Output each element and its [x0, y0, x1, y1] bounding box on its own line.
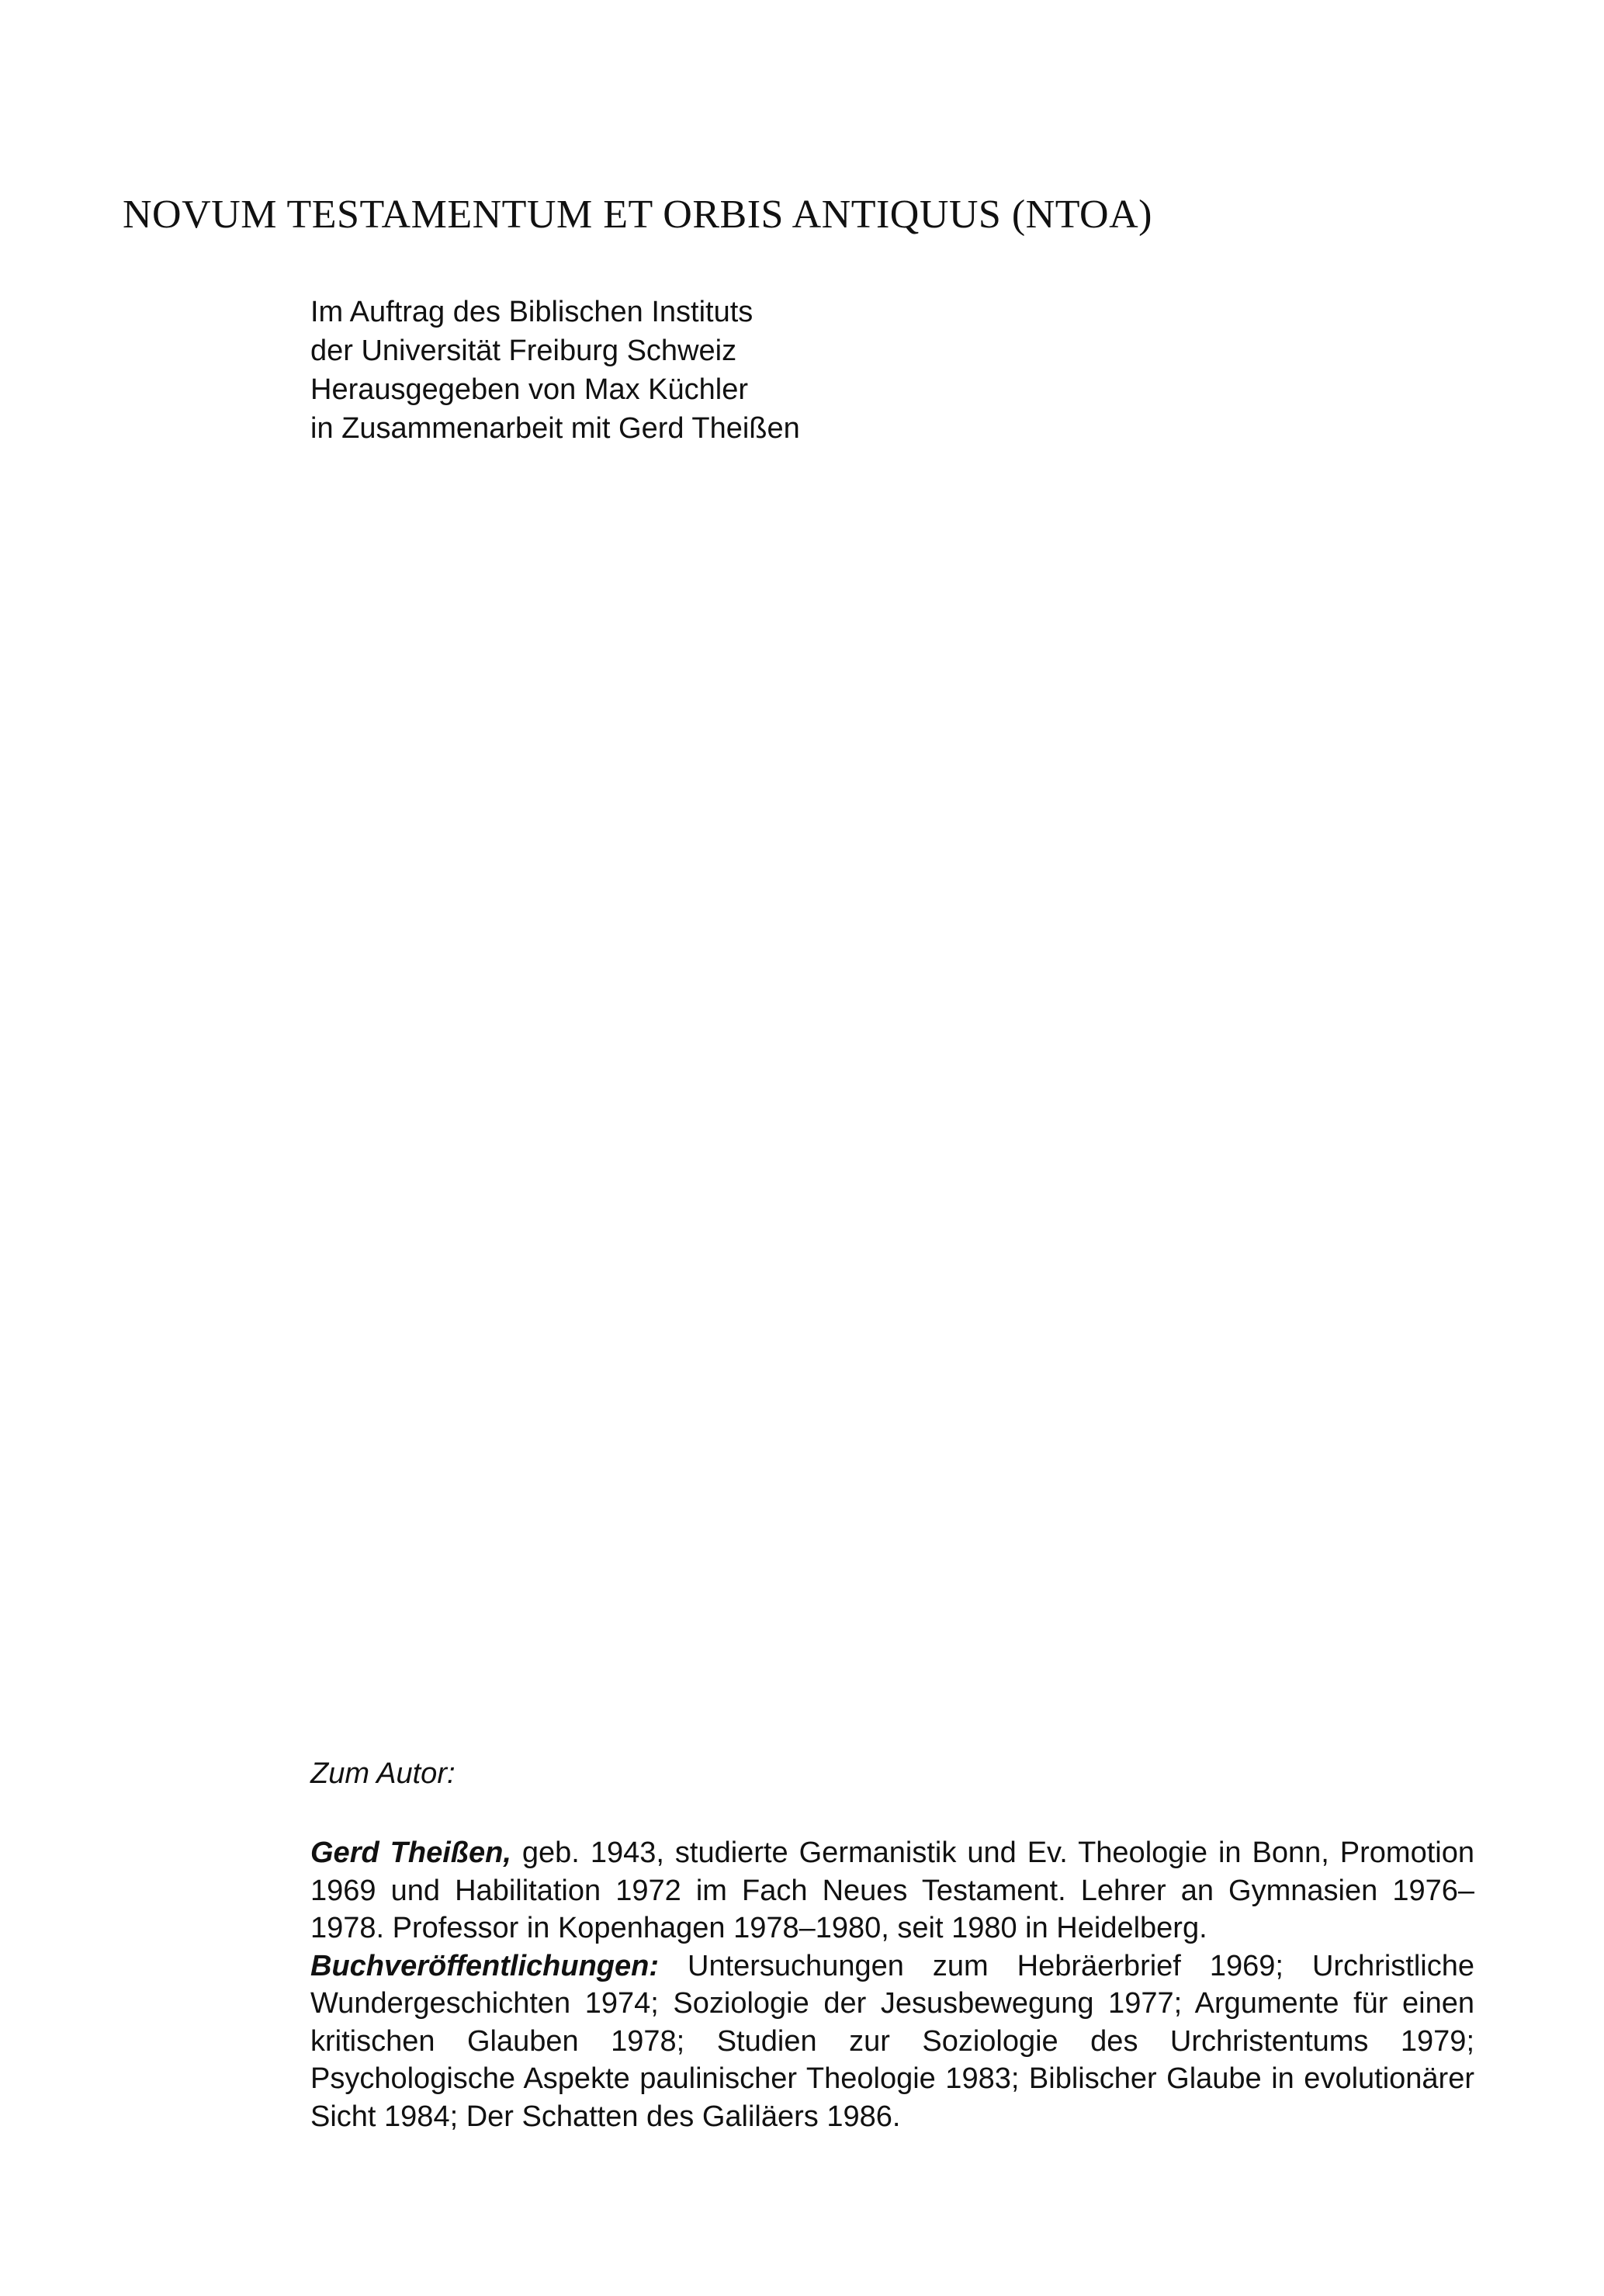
publications-text: Untersuchungen zum Hebräerbrief 1969; Urchristliche Wundergeschichten 1974; Soziologie der Jesusbewegung 1977; Argumente für einen kritischen Glauben 1978; Studien zur Soziologie des Urchristentums 1979; Psychologische Aspekte paulinischer Theologie 1983; Biblischer Glaube in evolutionärer Sicht 1984; Der Schatten des Galiläers 1986. [310, 1949, 1474, 2133]
editorial-line: der Universität Freiburg Schweiz [310, 335, 737, 367]
editorial-line: in Zusammenarbeit mit Gerd Theißen [310, 412, 800, 445]
author-heading: Zum Autor: [310, 1757, 456, 1790]
editorial-line: Herausgegeben von Max Küchler [310, 373, 749, 406]
bio-paragraph [310, 1834, 1474, 1947]
publications-paragraph [310, 1947, 1474, 2136]
author-name: Gerd Theißen, [310, 1836, 511, 1869]
series-title: NOVUM TESTAMENTUM ET ORBIS ANTIQUUS (NTOA) [123, 192, 1152, 237]
editorial-line: Im Auftrag des Biblischen Instituts [310, 296, 753, 328]
publications-label: Buchveröffentlichungen: [310, 1949, 659, 1982]
editorial-note [310, 293, 800, 448]
bio-text: geb. 1943, studierte Germanistik und Ev. Theologie in Bonn, Promotion 1969 und Habilitation 1972 im Fach Neues Testament. Lehrer an Gymnasien 1976–1978. Professor in Kopenhagen 1978–1980, seit 1980 in Heidelberg. [310, 1836, 1474, 1944]
author-bio [310, 1834, 1474, 2135]
